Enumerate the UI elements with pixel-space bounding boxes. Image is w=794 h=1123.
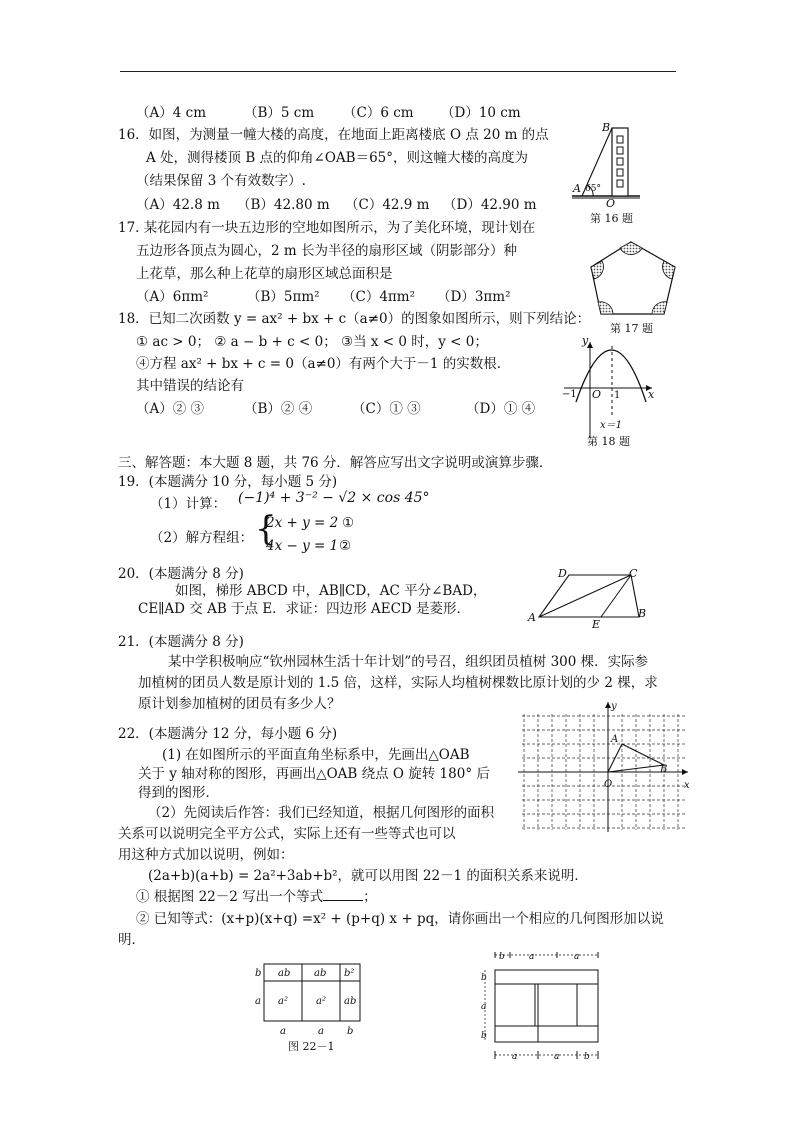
q20-label-e: E (592, 618, 601, 631)
q19-part1-label: （1）计算： (150, 496, 227, 512)
fig2-top-b: b (499, 952, 505, 962)
q16-label-o: O (606, 197, 616, 210)
q17-line-1: 17. 某花园内有一块五边形的空地如图所示，为了美化环境，现计划在 (118, 220, 536, 236)
q20-line-2: CE∥AD 交 AB 于点 E．求证：四边形 AECD 是菱形． (138, 601, 471, 617)
q16-line-2: A 处，测得楼顶 B 点的仰角∠OAB＝65°，则这幢大楼的高度为 (146, 150, 529, 166)
fig2-left-b-2: b (481, 1031, 487, 1041)
fig2-top-a-2: a (574, 952, 580, 962)
fig2-top-a-1: a (529, 952, 535, 962)
q18-line-3: ④方程 ax² + bx + c = 0（a≠0）有两个大于－1 的实数根. (136, 356, 502, 372)
q22-subquestion-1-tail: ； (363, 889, 377, 905)
q16-label-b: B (602, 121, 611, 134)
q16-line-1: 16．如图，为测量一幢大楼的高度，在地面上距离楼底 O 点 20 m 的点 (118, 127, 549, 143)
q20-label-c: C (629, 567, 638, 580)
q22-answer-blank (323, 888, 363, 901)
fig1-cell-a2-1: a² (278, 996, 288, 1007)
q22-grid-label-b: B (660, 764, 668, 775)
q18-label-o: O (592, 388, 602, 401)
q17-option-d: （D）3πm² (437, 289, 511, 305)
q22-subquestion-1-text: ① 根据图 22－2 写出一个等式 (136, 889, 324, 905)
q22-part1-line-2: 关于 y 轴对称的图形，再画出△OAB 绕点 O 旋转 180° 后 (138, 766, 490, 782)
q17-option-c: （C）4πm² (342, 289, 416, 305)
q19-brace: { (255, 509, 277, 549)
section-3-heading: 三、解答题：本大题 8 题，共 76 分．解答应写出文字说明或演算步骤． (118, 455, 553, 471)
q18-axis-label: x＝1 (600, 420, 623, 431)
q16-caption: 第 16 题 (590, 212, 633, 225)
fig1-cell-b2: b² (344, 968, 355, 979)
q18-line-1: 18．已知二次函数 y = ax² + bx + c（a≠0）的图象如图所示，则下列结论： (118, 311, 591, 327)
q17-figure (584, 238, 684, 338)
q20-heading: 20．(本题满分 8 分) (118, 566, 244, 582)
q15-option-d: （D）10 cm (441, 105, 521, 121)
fig2-bottom-a-1: a (512, 1052, 518, 1062)
q22-heading: 22．(本题满分 12 分，每小题 6 分) (118, 726, 338, 742)
figure-22-1 (250, 960, 370, 1056)
q21-line-1: 某中学积极响应“钦州园林生活十年计划”的号召，组织团员植树 300 棵．实际参 (168, 654, 649, 670)
q20-figure (525, 565, 655, 629)
q18-axis-x: x (648, 388, 655, 401)
q16-angle: 65° (585, 184, 601, 194)
fig2-left-b-1: b (481, 973, 487, 983)
q17-caption: 第 17 题 (610, 322, 653, 335)
fig1-cell-a2-2: a² (316, 996, 326, 1007)
q22-grid-axis-x: x (684, 780, 690, 791)
fig1-bottom-b: b (347, 1026, 354, 1037)
q16-option-c: （C）42.9 m (345, 197, 430, 213)
fig1-cell-ab-2: ab (314, 968, 327, 979)
q18-line-2: ① ac > 0； ② a − b + c < 0； ③当 x < 0 时，y < 0； (136, 334, 488, 350)
q17-line-2: 五边形各顶点为圆心，2 m 长为半径的扇形区域（阴影部分）种 (136, 243, 517, 259)
q19-heading: 19．(本题满分 10 分，每小题 5 分) (118, 474, 338, 490)
q22-part2-line-1: （2）先阅读后作答：我们已经知道，根据几何图形的面积 (148, 805, 495, 821)
q21-line-2: 加植树的团员人数是原计划的 1.5 倍，这样，实际人均植树棵数比原计划的少 2 棵，求 (138, 675, 658, 691)
figure-22-2 (474, 950, 604, 1068)
q19-equation-2: 4x − y = 1 (266, 538, 339, 554)
q16-line-3: （结果保留 3 个有效数字）. (136, 173, 306, 189)
q22-part2-line-2: 关系可以说明完全平方公式，实际上还有一些等式也可以 (118, 826, 456, 842)
q22-grid-axis-y: y (611, 701, 617, 712)
q19-equation-1: 2x + y = 2 (266, 515, 339, 531)
q18-option-b: （B）② ④ (244, 401, 313, 417)
q22-coordinate-grid (518, 700, 694, 834)
q22-part1-line-1: (1) 在如图所示的平面直角坐标系中，先画出△OAB (162, 747, 470, 763)
fig1-cell-ab-1: ab (278, 968, 291, 979)
q22-subquestion-1 (136, 885, 377, 905)
q18-label-1: 1 (614, 390, 621, 401)
q16-option-d: （D）42.90 m (443, 197, 537, 213)
q19-equation-2-number: ② (339, 538, 352, 554)
q15-option-a: （A）4 cm (136, 105, 206, 121)
q17-option-b: （B）5πm² (247, 289, 320, 305)
q22-grid-label-a: A (611, 734, 619, 745)
q22-part2-example: (2a+b)(a+b) = 2a²+3ab+b²，就可以用图 22－1 的面积关系来说明． (148, 868, 588, 884)
q17-option-a: （A）6πm² (136, 289, 209, 305)
q17-line-3: 上花草，那么种上花草的扇形区域总面积是 (136, 266, 393, 282)
q20-line-1: 如图，梯形 ABCD 中，AB∥CD，AC 平分∠BAD， (175, 583, 487, 599)
q18-figure (560, 334, 660, 450)
q22-part1-line-3: 得到的图形． (138, 785, 219, 801)
fig1-bottom-a-2: a (318, 1026, 324, 1037)
fig1-side-b: b (255, 968, 262, 979)
q20-label-b: B (638, 607, 647, 620)
q22-grid-label-o: O (604, 779, 613, 790)
q22-subquestion-2: ② 已知等式：(x+p)(x+q) =x² + (p+q) x + pq，请你画出一个相应的几何图形加以说 (136, 911, 664, 927)
q16-figure (566, 118, 666, 230)
q18-option-a: （A）② ③ (136, 401, 205, 417)
fig1-caption: 图 22－1 (288, 1040, 335, 1053)
q18-option-c: （C）① ③ (352, 401, 421, 417)
fig2-bottom-a-2: a (554, 1052, 560, 1062)
header-rule (120, 71, 676, 72)
q15-option-c: （C）6 cm (343, 105, 414, 121)
q22-part2-line-3: 用这种方式加以说明，例如： (118, 847, 294, 863)
q20-label-a: A (528, 611, 536, 624)
fig1-side-a: a (255, 996, 261, 1007)
q18-option-d: （D）① ④ (466, 401, 536, 417)
q19-part2-label: （2）解方程组： (150, 530, 254, 546)
q16-option-a: （A）42.8 m (136, 197, 220, 213)
q16-label-a: A (573, 182, 581, 195)
q15-option-b: （B）5 cm (244, 105, 315, 121)
fig1-cell-ab-3: ab (344, 996, 357, 1007)
fig2-left-a: a (481, 1002, 487, 1012)
q22-subquestion-2-tail: 明． (118, 932, 145, 948)
fig1-bottom-a-1: a (280, 1026, 286, 1037)
q18-caption: 第 18 题 (587, 435, 630, 448)
q18-label-neg1: −1 (562, 389, 577, 400)
q18-line-4: 其中错误的结论有 (136, 378, 244, 394)
q16-option-b: （B）42.80 m (237, 197, 330, 213)
fig2-bottom-b: b (584, 1052, 590, 1062)
q21-line-3: 原计划参加植树的团员有多少人？ (138, 696, 341, 712)
q20-label-d: D (558, 567, 567, 580)
q19-part1-expression: (−1)⁴ + 3⁻² − √2 × cos 45° (238, 490, 430, 506)
q18-axis-y: y (582, 334, 589, 347)
q19-equation-1-number: ① (342, 515, 355, 531)
q21-heading: 21．(本题满分 8 分) (118, 634, 244, 650)
